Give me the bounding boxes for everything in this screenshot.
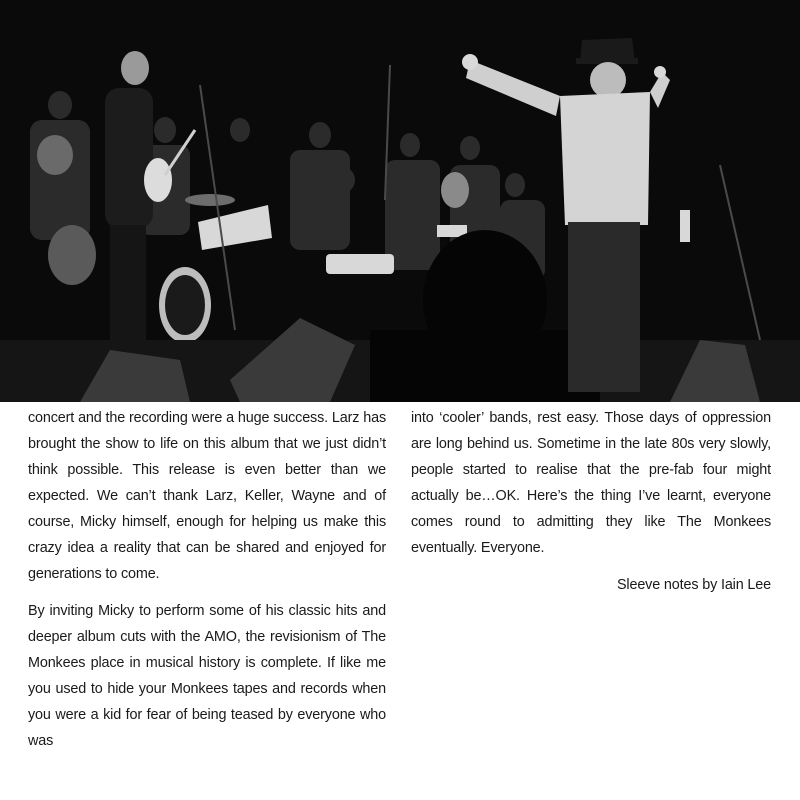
sleeve-notes-credit: Sleeve notes by Iain Lee [616, 577, 771, 593]
right-column [411, 405, 771, 609]
left-paragraph-1: concert and the recording were a huge success. Larz has brought the show to life on this album that we just didn’t think possible. This release is even better than we expected. We can’t thank Larz, Keller, Wayne and of course, Micky himself, enough for helping us make this crazy idea a reality that can be shared and enjoyed for generations to come. [28, 410, 386, 582]
acoustic-guitar [48, 225, 96, 285]
left-column [28, 405, 386, 765]
left-paragraph-2: By inviting Micky to perform some of his classic hits and deeper album cuts with the AMO, the revisionism of The Monkees place in musical history is complete. If like me you used to hide your Monkees tapes and records when you were a kid for fear of being teased by everyone who was [28, 603, 386, 749]
musician-hair [441, 172, 469, 208]
right-paragraph-1: into ‘cooler’ bands, rest easy. Those days of oppression are long behind us. Sometime in the late 80s very slowly, people started to realise that the pre-fab four might actually be…OK. Here’s the thing I’ve learnt, everyone comes round to admitting they like The Monkees eventually. Everyone. [411, 410, 771, 556]
guitarist-hair [37, 135, 73, 175]
